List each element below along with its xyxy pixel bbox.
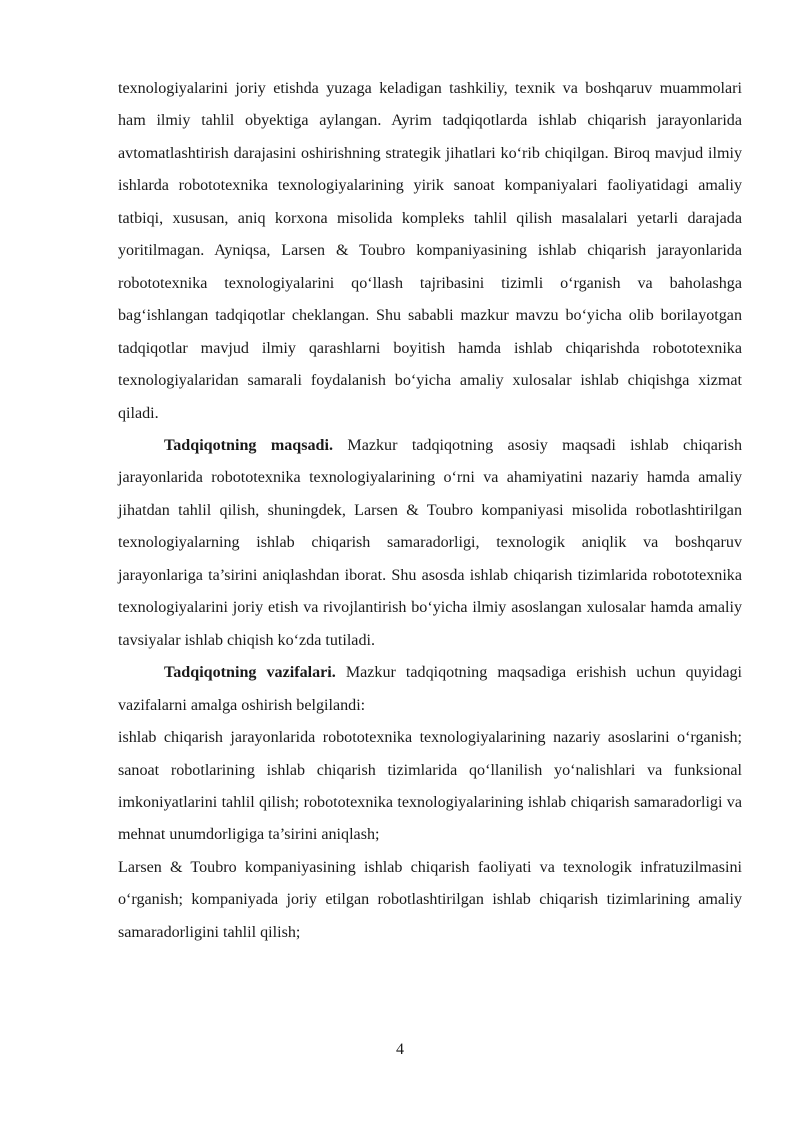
- task-list-part-1: ishlab chiqarish jarayonlarida robototexnika texnologiyalarining nazariy asoslarini o‘rganish; sanoat robotlarining ishlab chiqarish tizimlarida qo‘llanilish yo‘nalishlari va funksional imkoniyatlarini tahlil qilish; robototexnika texnologiyalarining ishlab chiqarish samaradorligi va mehnat unumdorligiga ta’sirini aniqlash;: [118, 729, 742, 844]
- tasks-paragraph: [118, 657, 742, 722]
- tasks-heading: Tadqiqotning vazifalari.: [164, 664, 336, 682]
- goal-text: Mazkur tadqiqotning asosiy maqsadi ishlab chiqarish jarayonlarida robototexnika texnologiyalarining o‘rni va ahamiyatini nazariy hamda amaliy jihatdan tahlil qilish, shuningdek, Larsen & Toubro kompaniyasi misolida robotlashtirilgan texnologiyalarning ishlab chiqarish samaradorligi, texnologik aniqlik va boshqaruv jarayonlariga ta’sirini aniqlashdan iborat. Shu asosda ishlab chiqarish tizimlarida robototexnika texnologiyalarini joriy etish va rivojlantirish bo‘yicha ilmiy asoslangan xulosalar hamda amaliy tavsiyalar ishlab chiqish ko‘zda tutiladi.: [118, 436, 743, 649]
- task-list-part-2: Larsen & Toubro kompaniyasining ishlab chiqarish faoliyati va texnologik infratuzilmasini o‘rganish; kompaniyada joriy etilgan robotlashtirilgan ishlab chiqarish tizimlarining amaliy samaradorligini tahlil qilish;: [118, 858, 742, 941]
- body-text: [118, 73, 742, 949]
- tasks-intro: Mazkur tadqiqotning maqsadiga erishish uchun quyidagi vazifalarni amalga oshirish belgilandi:: [118, 664, 743, 714]
- page-number: 4: [396, 1041, 404, 1058]
- goal-paragraph: [118, 430, 742, 657]
- paragraph-continuation: texnologiyalarini joriy etishda yuzaga keladigan tashkiliy, texnik va boshqaruv muammolari ham ilmiy tahlil obyektiga aylangan. Ayrim tadqiqotlarda ishlab chiqarish jarayonlarida avtomatlashtirish darajasini oshirishning strategik jihatlari ko‘rib chiqilgan. Biroq mavjud ilmiy ishlarda robototexnika texnologiyalarining yirik sanoat kompaniyalari faoliyatidagi amaliy tatbiqi, xususan, aniq korxona misolida kompleks tahlil qilish masalalari yetarli darajada yoritilmagan. Ayniqsa, Larsen & Toubro kompaniyasining ishlab chiqarish jarayonlarida robototexnika texnologiyalarini qo‘llash tajribasini tizimli o‘rganish va baholashga bag‘ishlangan tadqiqotlar cheklangan. Shu sababli mazkur mavzu bo‘yicha olib borilayotgan tadqiqotlar mavjud ilmiy qarashlarni boyitish hamda ishlab chiqarishda robototexnika texnologiyalaridan samarali foydalanish bo‘yicha amaliy xulosalar ishlab chiqishga xizmat qiladi.: [118, 80, 742, 422]
- goal-heading: Tadqiqotning maqsadi.: [164, 436, 333, 454]
